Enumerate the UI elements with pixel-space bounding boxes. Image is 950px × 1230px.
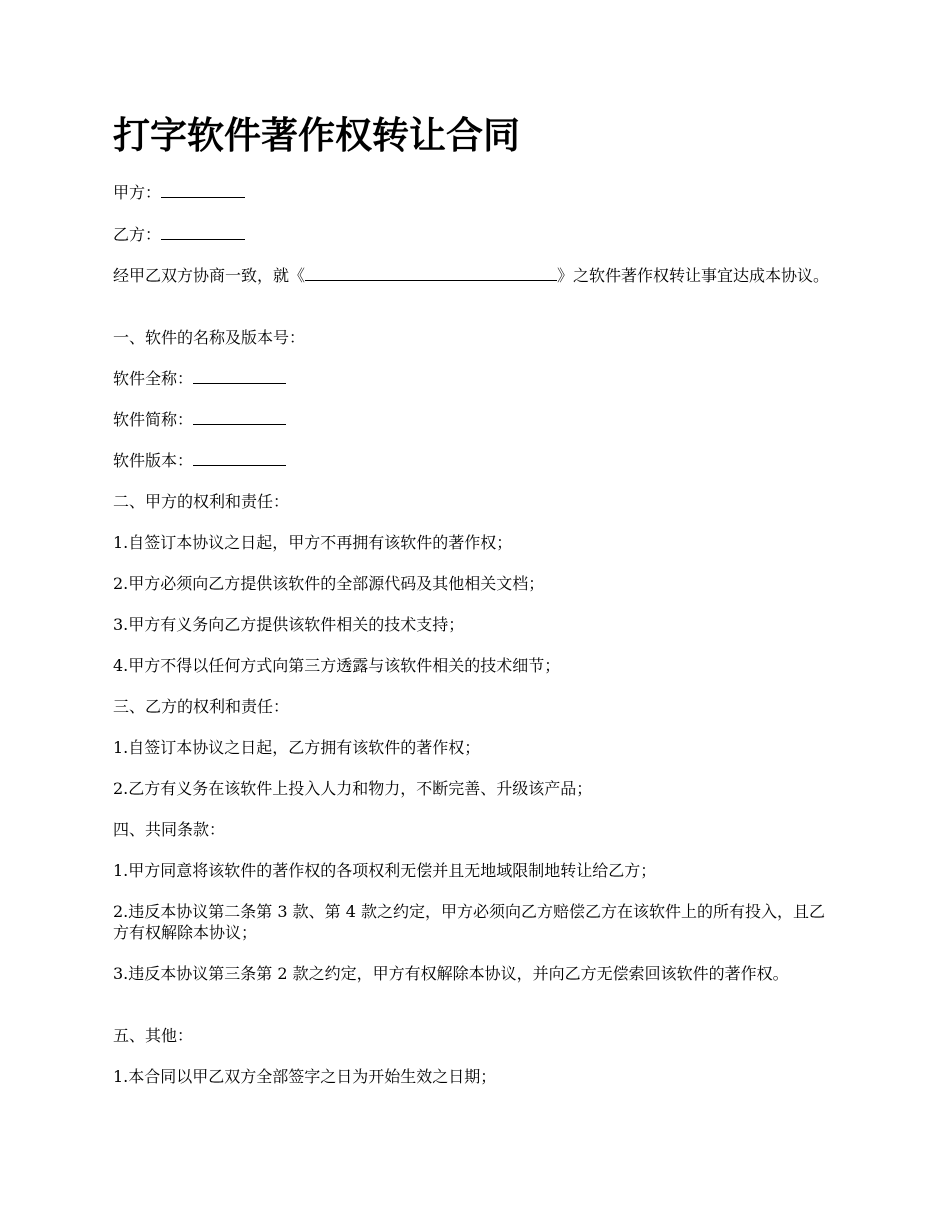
section-2-item-1: 1.自签订本协议之日起，甲方不再拥有该软件的著作权； (113, 533, 513, 552)
section-3-heading: 三、乙方的权利和责任： (113, 697, 290, 716)
section-4-heading: 四、共同条款： (113, 820, 226, 839)
party-b-label: 乙方： (113, 225, 162, 244)
software-full-name-line (113, 368, 838, 389)
party-a-blank[interactable] (161, 183, 245, 198)
section-2-item-3: 3.甲方有义务向乙方提供该软件相关的技术支持； (113, 615, 465, 634)
party-b-line (113, 224, 838, 245)
party-a-label: 甲方： (113, 183, 162, 202)
section-2-heading: 二、甲方的权利和责任： (113, 492, 290, 511)
intro-text-start: 经甲乙双方协商一致，就《 (113, 266, 306, 285)
software-version-blank[interactable] (193, 451, 286, 466)
section-4-item-2: 2.违反本协议第二条第 3 款、第 4 款之约定，甲方必须向乙方赔偿乙方在该软件上的所有投入，且乙方有权解除本协议； (113, 902, 825, 942)
software-short-name-line (113, 409, 838, 430)
section-4-item-1: 1.甲方同意将该软件的著作权的各项权利无偿并且无地域限制地转让给乙方； (113, 861, 657, 880)
section-5-item-1: 1.本合同以甲乙双方全部签字之日为开始生效之日期； (113, 1067, 497, 1086)
document-title: 打字软件著作权转让合同 (113, 114, 520, 157)
software-full-name-label: 软件全称： (113, 369, 194, 388)
party-a-line (113, 182, 838, 203)
section-5-heading: 五、其他： (113, 1026, 194, 1045)
section-3-item-2: 2.乙方有义务在该软件上投入人力和物力，不断完善、升级该产品； (113, 779, 593, 798)
software-version-line (113, 450, 838, 471)
section-3-item-1: 1.自签订本协议之日起，乙方拥有该软件的著作权； (113, 738, 481, 757)
party-b-blank[interactable] (161, 225, 245, 240)
software-name-blank[interactable] (305, 266, 557, 281)
section-4-item-3: 3.违反本协议第三条第 2 款之约定，甲方有权解除本协议，并向乙方无偿索回该软件的著作权。 (113, 964, 789, 983)
section-2-item-2: 2.甲方必须向乙方提供该软件的全部源代码及其他相关文档； (113, 574, 545, 593)
software-short-name-blank[interactable] (193, 410, 286, 425)
section-2-item-4: 4.甲方不得以任何方式向第三方透露与该软件相关的技术细节； (113, 656, 561, 675)
intro-text-end: 》之软件著作权转让事宜达成本协议。 (557, 266, 830, 285)
intro-paragraph (113, 265, 838, 286)
software-short-name-label: 软件简称： (113, 410, 194, 429)
software-full-name-blank[interactable] (193, 369, 286, 384)
software-version-label: 软件版本： (113, 451, 194, 470)
section-1-heading: 一、软件的名称及版本号： (113, 328, 306, 347)
